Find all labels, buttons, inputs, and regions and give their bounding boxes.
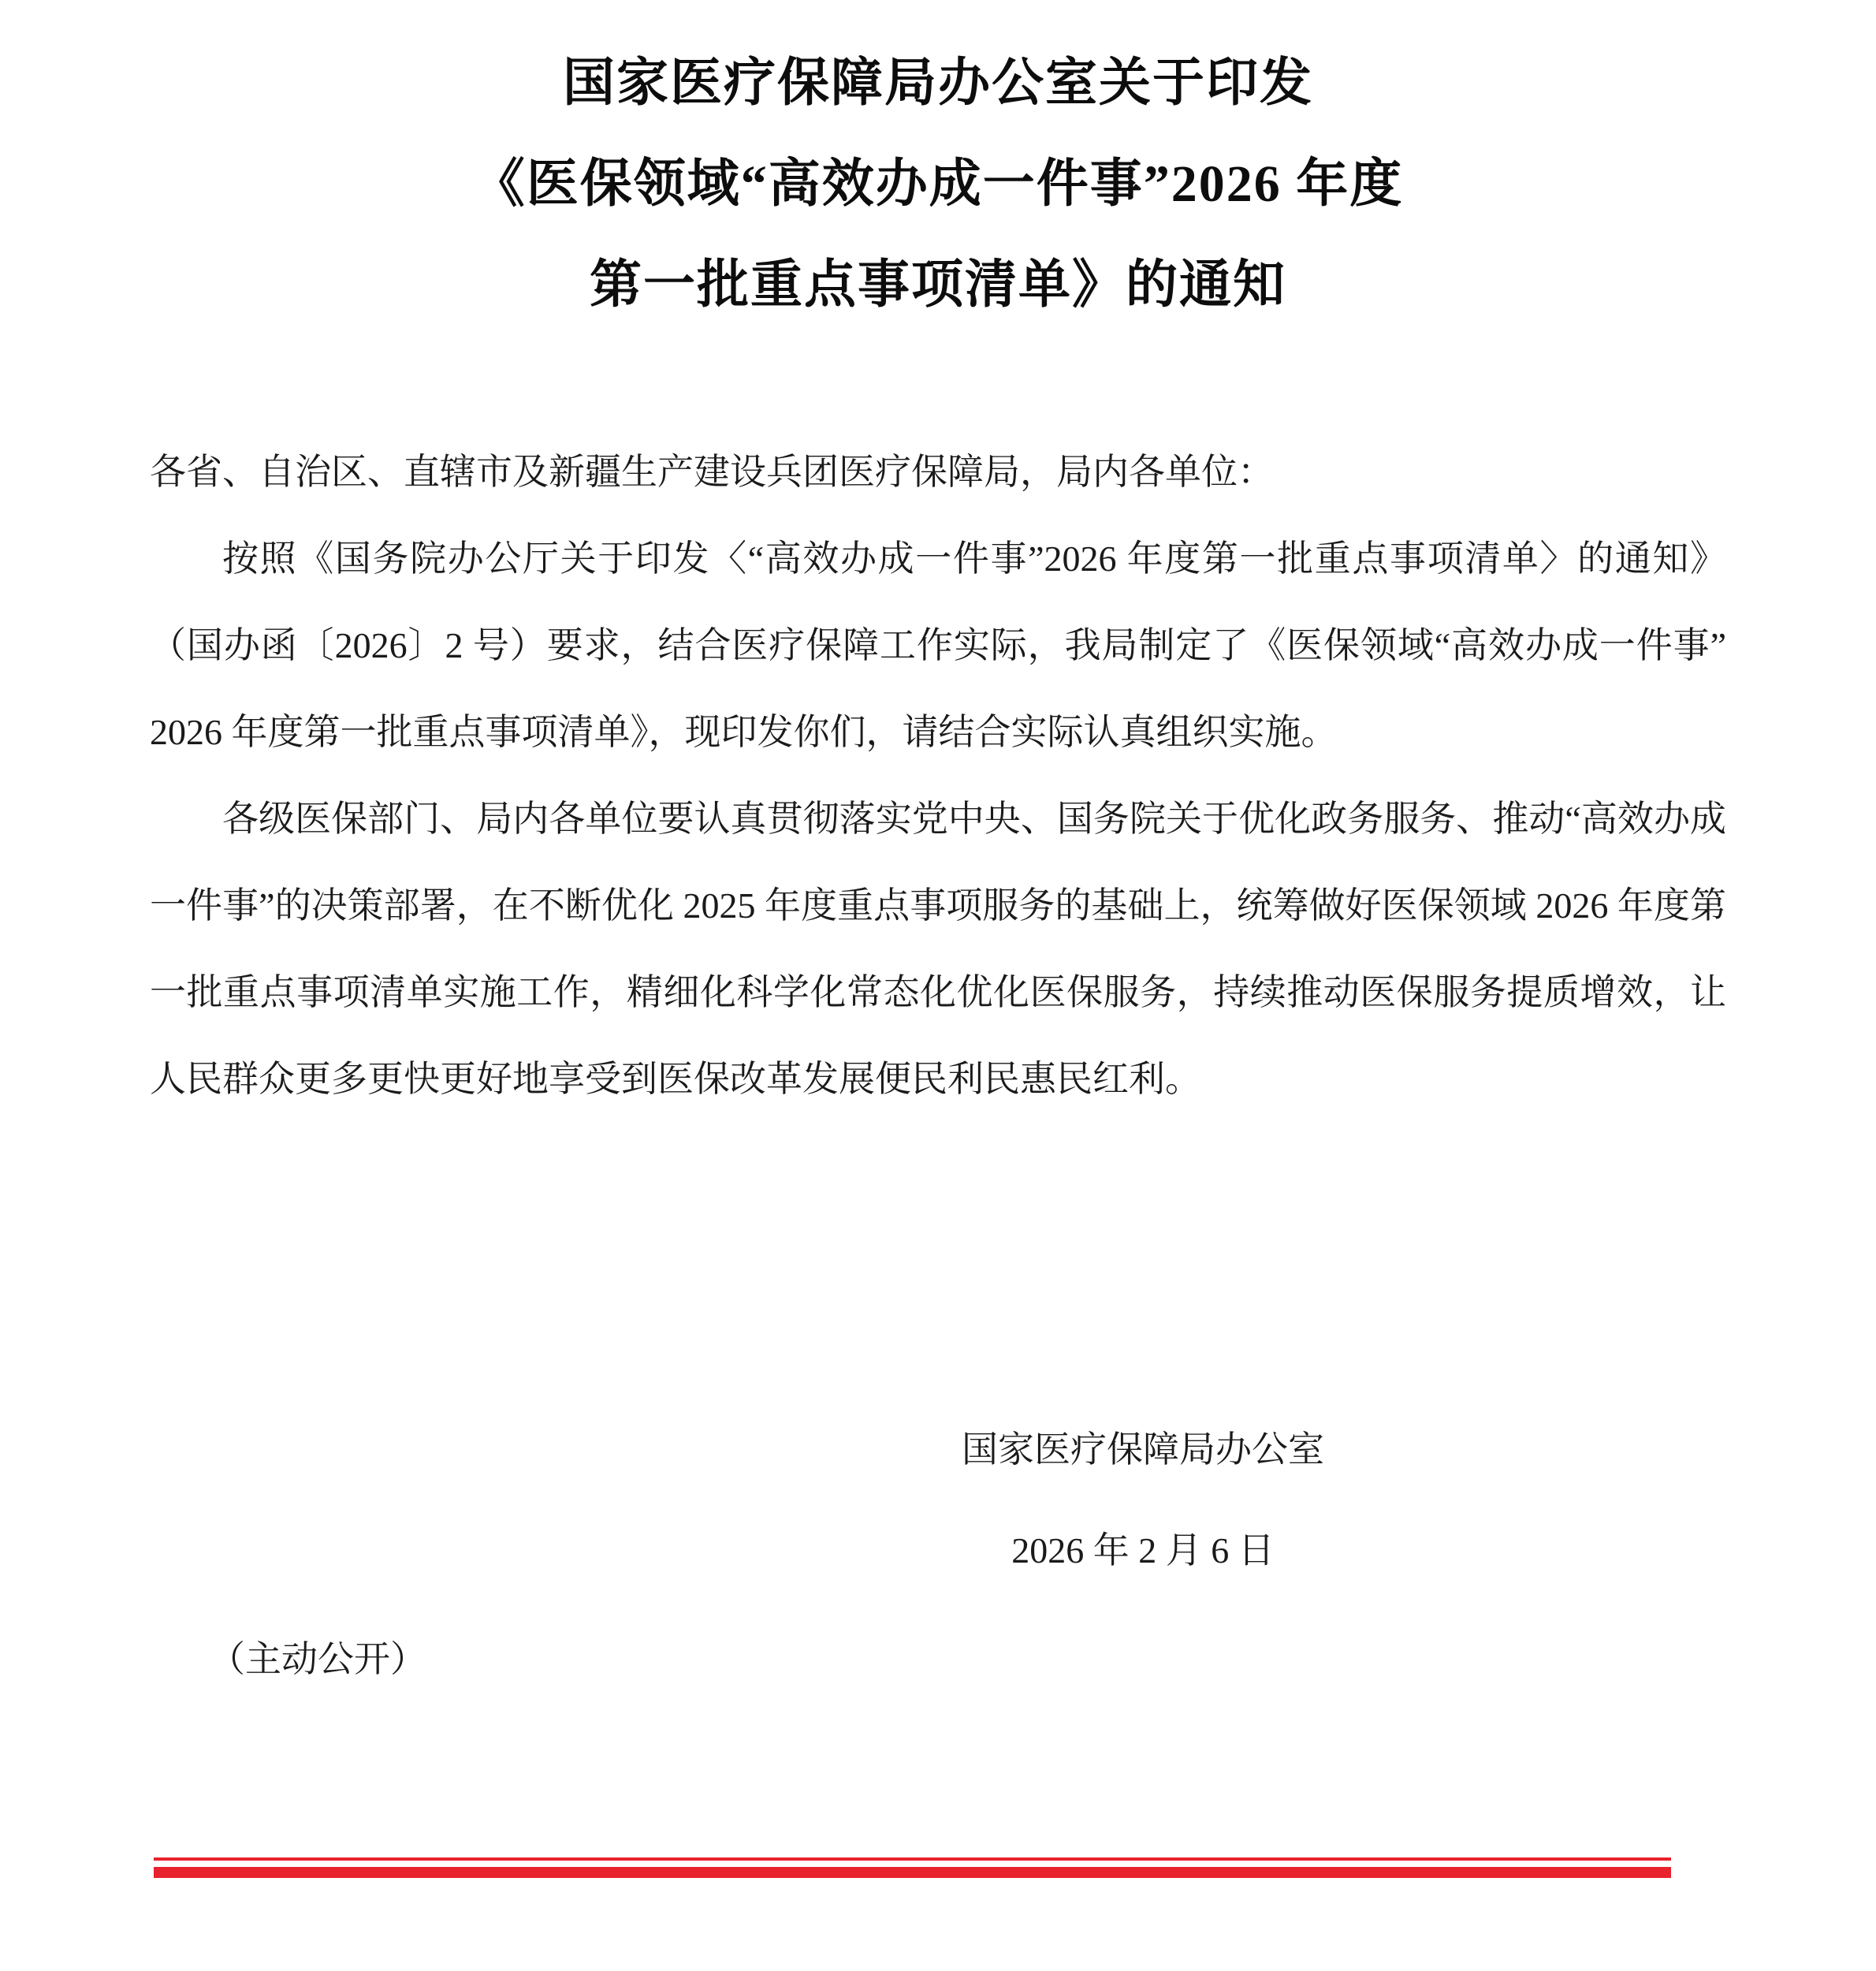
title-line-3: 第一批重点事项清单》的通知 <box>590 256 1286 314</box>
body-paragraph-1: 按照《国务院办公厅关于印发〈“高效办成一件事”2026 年度第一批重点事项清单〉的通知》（国办函〔2026〕2 号）要求，结合医疗保障工作实际，我局制定了《医保领域“高效办成一件事”2026 年度第一批重点事项清单》，现印发你们，请结合实际认真组织实施。 <box>150 538 1726 752</box>
title-line-2: 《医保领域“高效办成一件事”2026 年度 <box>472 155 1404 213</box>
footer-rule-thick <box>154 1867 1671 1878</box>
disclosure-note: （主动公开） <box>209 1639 426 1679</box>
document-body <box>0 429 1876 1703</box>
signature-organization: 国家医疗保障局办公室 <box>962 1429 1324 1470</box>
signature-block <box>962 1407 1324 1594</box>
salutation-line: 各省、自治区、直辖市及新疆生产建设兵团医疗保障局，局内各单位： <box>150 452 1274 492</box>
signature-date: 2026 年 2 月 6 日 <box>1011 1530 1275 1570</box>
footer-rule-thin <box>154 1857 1671 1861</box>
body-paragraph-2: 各级医保部门、局内各单位要认真贯彻落实党中央、国务院关于优化政务服务、推动“高效办成一件事”的决策部署，在不断优化 2025 年度重点事项服务的基础上，统筹做好医保领域 2026 年度第一批重点事项清单实施工作，精细化科学化常态化优化医保服务，持续推动医保服务提质增效，让人民群众更多更快更好地享受到医保改革发展便民利民惠民红利。 <box>150 799 1726 1099</box>
title-line-1: 国家医疗保障局办公室关于印发 <box>563 54 1313 112</box>
document-title <box>0 33 1876 336</box>
